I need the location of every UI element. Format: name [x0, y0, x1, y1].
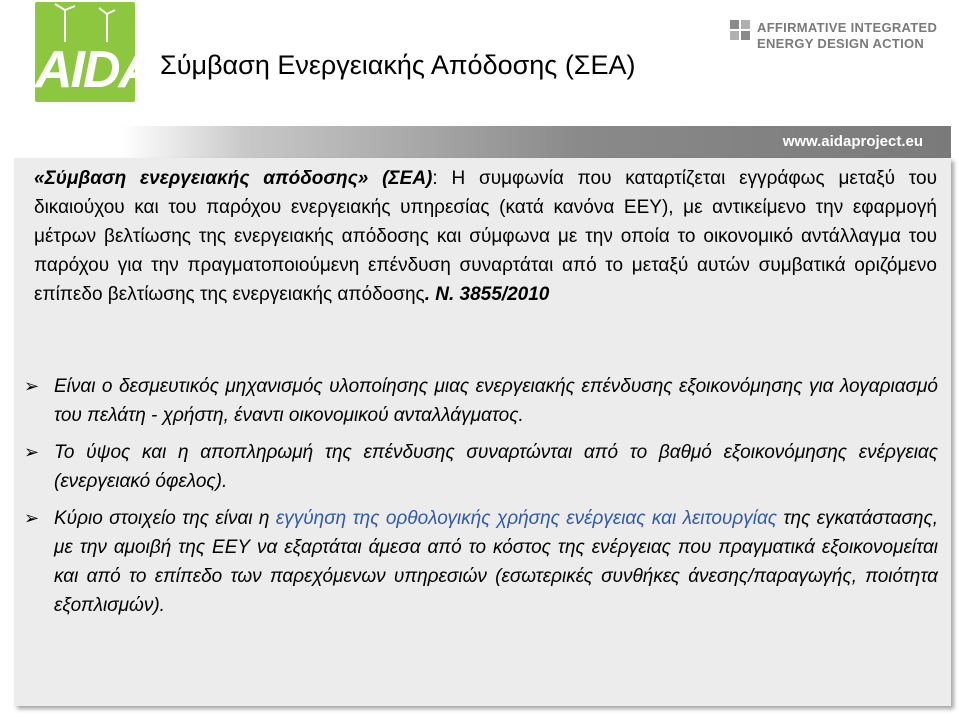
org-name-line1: AFFIRMATIVE INTEGRATED: [757, 20, 938, 35]
arrow-bullet-icon: ➢: [24, 442, 40, 462]
page-title: Σύμβαση Ενεργειακής Απόδοσης (ΣΕΑ): [160, 50, 636, 80]
arrow-bullet-icon: ➢: [24, 376, 40, 396]
bullet-text: Το ύψος και η αποπληρωμή της επένδυσης συναρτώνται από το βαθμό εξοικονόμησης ενέργειας (ενεργειακό όφελος).: [54, 442, 938, 492]
bullet-item: [24, 504, 938, 620]
header-banner: [122, 126, 951, 158]
aida-logo: [35, 2, 155, 102]
definition-body: : Η συμφωνία που καταρτίζεται εγγράφως μεταξύ του δικαιούχου και του παρόχου ενεργειακής υπηρεσίας (κατά κανόνα ΕΕΥ), με αντικείμενο την εφαρμογή μέτρων βελτίωσης της ενεργειακής απόδοσης και σύμφωνα με την οποία το οικονομικό αντάλλαγμα του παρόχου για την πραγματοποιούμενη επένδυση συναρτάται από το μεταξύ αυτών συμβατικά οριζόμενο επίπεδο βελτίωσης της ενεργειακής απόδοσης: [34, 168, 937, 305]
bullet-list: [24, 372, 938, 628]
org-name-line2: ENERGY DESIGN ACTION: [757, 36, 925, 51]
definition-paragraph: [34, 164, 937, 309]
org-name: [757, 20, 937, 52]
website-link[interactable]: www.aidaproject.eu: [782, 133, 923, 150]
org-mark-icon: [730, 20, 750, 40]
logo-text: AIDA: [35, 41, 155, 99]
bullet-text-start: Κύριο στοιχείο της είναι η: [54, 508, 276, 529]
arrow-bullet-icon: ➢: [24, 508, 40, 528]
bullet-item: [24, 372, 938, 430]
definition-term: «Σύμβαση ενεργειακής απόδοσης» (ΣΕΑ): [34, 168, 433, 189]
bullet-text-end: της εγκατάστασης, με την αμοιβή της ΕΕΥ να εξαρτάται άμεσα από το κόστος της ενέργειας που πραγματικά εξοικονομείται και από το επίπεδο των παρεχόμενων υπηρεσιών (εσωτερικές συνθήκες άνεσης/παραγωγής, ποιότητα εξοπλισμών).: [54, 508, 938, 616]
law-reference: . Ν. 3855/2010: [424, 284, 550, 305]
bullet-item: [24, 438, 938, 496]
highlighted-phrase: εγγύηση της ορθολογικής χρήσης ενέργειας και λειτουργίας: [275, 508, 778, 529]
bullet-text: Είναι ο δεσμευτικός μηχανισμός υλοποίησης μιας ενεργειακής επένδυσης εξοικονόμησης για λογαριασμό του πελάτη - χρήστη, έναντι οικονομικού ανταλλάγματος.: [54, 376, 938, 426]
